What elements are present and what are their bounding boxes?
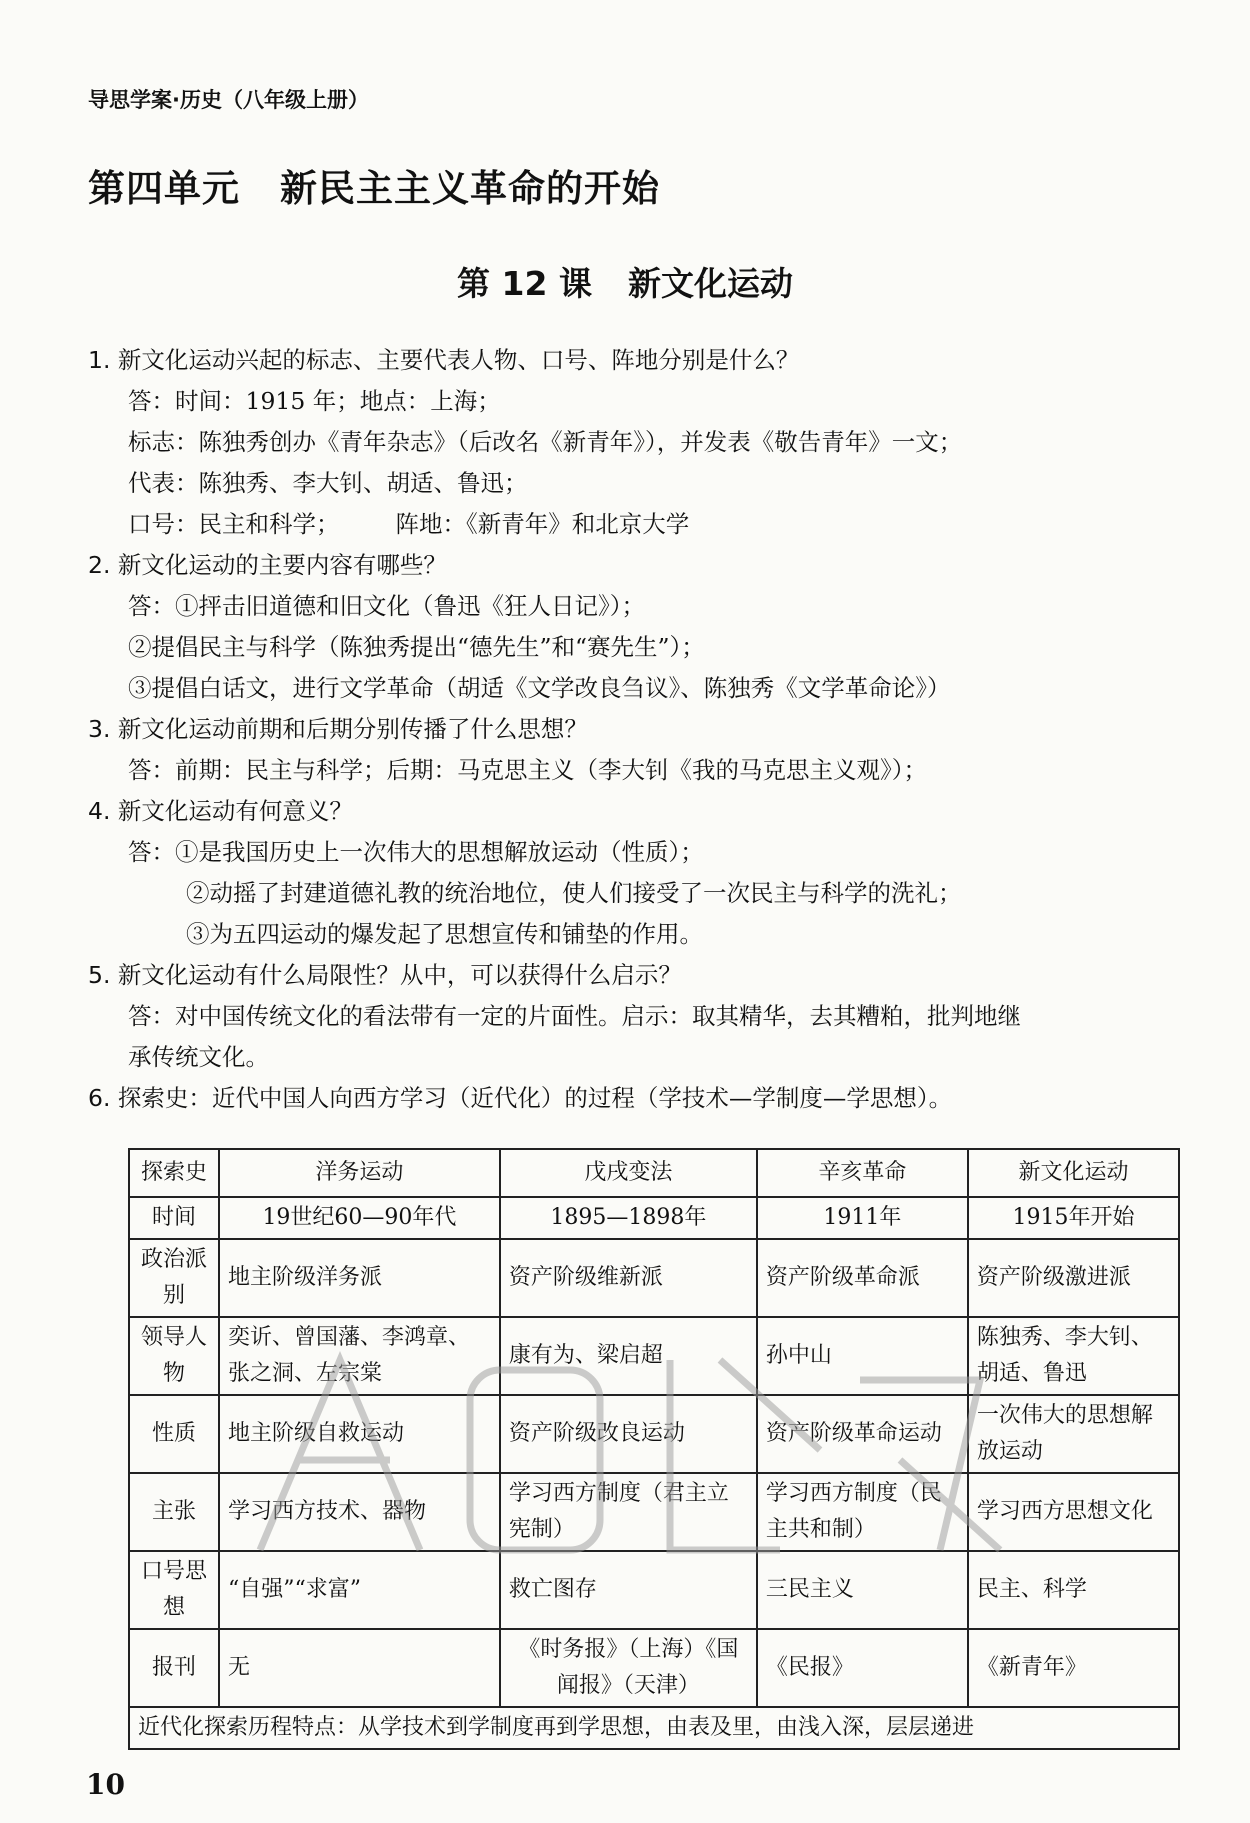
table-cell: 学习西方思想文化 <box>968 1473 1179 1551</box>
table-row <box>129 1629 1179 1707</box>
unit-title <box>88 158 700 212</box>
question-1: 1. 新文化运动兴起的标志、主要代表人物、口号、阵地分别是什么？ <box>88 346 800 374</box>
table-cell: 奕䜣、曾国藩、李鸿章、张之洞、左宗棠 <box>219 1317 500 1395</box>
answer-line: 答：前期：民主与科学；后期：马克思主义（李大钊《我的马克思主义观》）； <box>128 756 927 784</box>
table-header-cell: 洋务运动 <box>219 1149 500 1197</box>
table-header-cell: 辛亥革命 <box>757 1149 968 1197</box>
slogan: 口号：民主和科学； <box>128 510 340 538</box>
lesson-number: 第 12 课 <box>457 264 592 303</box>
answer-line <box>88 504 1188 545</box>
answer-line: 代表：陈独秀、李大钊、胡适、鲁迅； <box>128 469 528 497</box>
answer-line: ③提倡白话文，进行文学革命（胡适《文学改良刍议》、陈独秀《文学革命论》） <box>128 674 951 702</box>
table-cell: 一次伟大的思想解放运动 <box>968 1395 1179 1473</box>
answer-line: 答：时间：1915 年；地点：上海； <box>128 387 501 415</box>
summary-cell: 近代化探索历程特点：从学技术到学制度再到学思想，由表及里，由浅入深，层层递进 <box>129 1707 1179 1749</box>
question-2: 2. 新文化运动的主要内容有哪些？ <box>88 551 447 579</box>
row-label: 主张 <box>129 1473 219 1551</box>
table-cell: 孙中山 <box>757 1317 968 1395</box>
answer-line: 答：①是我国历史上一次伟大的思想解放运动（性质）； <box>128 838 704 866</box>
table-cell: 19世纪60—90年代 <box>219 1197 500 1239</box>
table-cell: 《新青年》 <box>968 1629 1179 1707</box>
table-cell: 救亡图存 <box>500 1551 757 1629</box>
page-header: 导思学案·历史（八年级上册） <box>88 88 369 112</box>
answer-line: ②提倡民主与科学（陈独秀提出“德先生”和“赛先生”）； <box>128 633 705 661</box>
table-cell: 资产阶级改良运动 <box>500 1395 757 1473</box>
table-row <box>129 1197 1179 1239</box>
unit-name: 新民主主义革命的开始 <box>280 167 660 210</box>
table-cell: 1915年开始 <box>968 1197 1179 1239</box>
table-cell: 1895—1898年 <box>500 1197 757 1239</box>
table-cell: 无 <box>219 1629 500 1707</box>
row-label: 领导人物 <box>129 1317 219 1395</box>
table-row <box>129 1395 1179 1473</box>
question-list <box>88 340 1188 1119</box>
table-cell: 资产阶级激进派 <box>968 1239 1179 1317</box>
row-label: 报刊 <box>129 1629 219 1707</box>
table-cell: 民主、科学 <box>968 1551 1179 1629</box>
table-row <box>129 1239 1179 1317</box>
row-label: 政治派别 <box>129 1239 219 1317</box>
lesson-title <box>0 258 1250 305</box>
table-header-cell: 新文化运动 <box>968 1149 1179 1197</box>
table-cell: 资产阶级革命运动 <box>757 1395 968 1473</box>
table-cell: 学习西方制度（民主共和制） <box>757 1473 968 1551</box>
table-cell: “自强”“求富” <box>219 1551 500 1629</box>
question-4: 4. 新文化运动有何意义？ <box>88 797 353 825</box>
table-row <box>129 1473 1179 1551</box>
lesson-name: 新文化运动 <box>627 264 793 303</box>
table-cell: 资产阶级维新派 <box>500 1239 757 1317</box>
answer-line: 答：①抨击旧道德和旧文化（鲁迅《狂人日记》）； <box>128 592 645 620</box>
table-cell: 陈独秀、李大钊、胡适、鲁迅 <box>968 1317 1179 1395</box>
question-5: 5. 新文化运动有什么局限性？从中，可以获得什么启示？ <box>88 961 682 989</box>
table-cell: 地主阶级自救运动 <box>219 1395 500 1473</box>
table-header-cell: 戊戌变法 <box>500 1149 757 1197</box>
table-cell: 资产阶级革命派 <box>757 1239 968 1317</box>
answer-line: ③为五四运动的爆发起了思想宣传和铺垫的作用。 <box>186 920 703 948</box>
unit-number: 第四单元 <box>88 167 240 210</box>
answer-line: 标志：陈独秀创办《青年杂志》（后改名《新青年》），并发表《敬告青年》一文； <box>128 428 963 456</box>
table-cell: 康有为、梁启超 <box>500 1317 757 1395</box>
table-header-row <box>129 1149 1179 1197</box>
table-cell: 1911年 <box>757 1197 968 1239</box>
table-cell: 学习西方制度（君主立宪制） <box>500 1473 757 1551</box>
row-label: 性质 <box>129 1395 219 1473</box>
question-6: 6. 探索史：近代中国人向西方学习（近代化）的过程（学技术—学制度—学思想）。 <box>88 1084 953 1112</box>
table-cell: 地主阶级洋务派 <box>219 1239 500 1317</box>
answer-line: ②动摇了封建道德礼教的统治地位，使人们接受了一次民主与科学的洗礼； <box>186 879 962 907</box>
history-table <box>128 1148 1180 1750</box>
table-cell: 《时务报》（上海）《国闻报》（天津） <box>500 1629 757 1707</box>
table-summary-row <box>129 1707 1179 1749</box>
table-header-cell: 探索史 <box>129 1149 219 1197</box>
question-3: 3. 新文化运动前期和后期分别传播了什么思想？ <box>88 715 588 743</box>
answer-line: 承传统文化。 <box>128 1043 269 1071</box>
row-label: 时间 <box>129 1197 219 1239</box>
table-row <box>129 1551 1179 1629</box>
page-number: 10 <box>86 1768 125 1801</box>
platform: 阵地：《新青年》和北京大学 <box>395 510 690 538</box>
table-cell: 学习西方技术、器物 <box>219 1473 500 1551</box>
table-cell: 《民报》 <box>757 1629 968 1707</box>
row-label: 口号思想 <box>129 1551 219 1629</box>
answer-line: 答：对中国传统文化的看法带有一定的片面性。启示：取其精华，去其糟粕，批判地继 <box>128 1002 1021 1030</box>
table-row <box>129 1317 1179 1395</box>
table-cell: 三民主义 <box>757 1551 968 1629</box>
